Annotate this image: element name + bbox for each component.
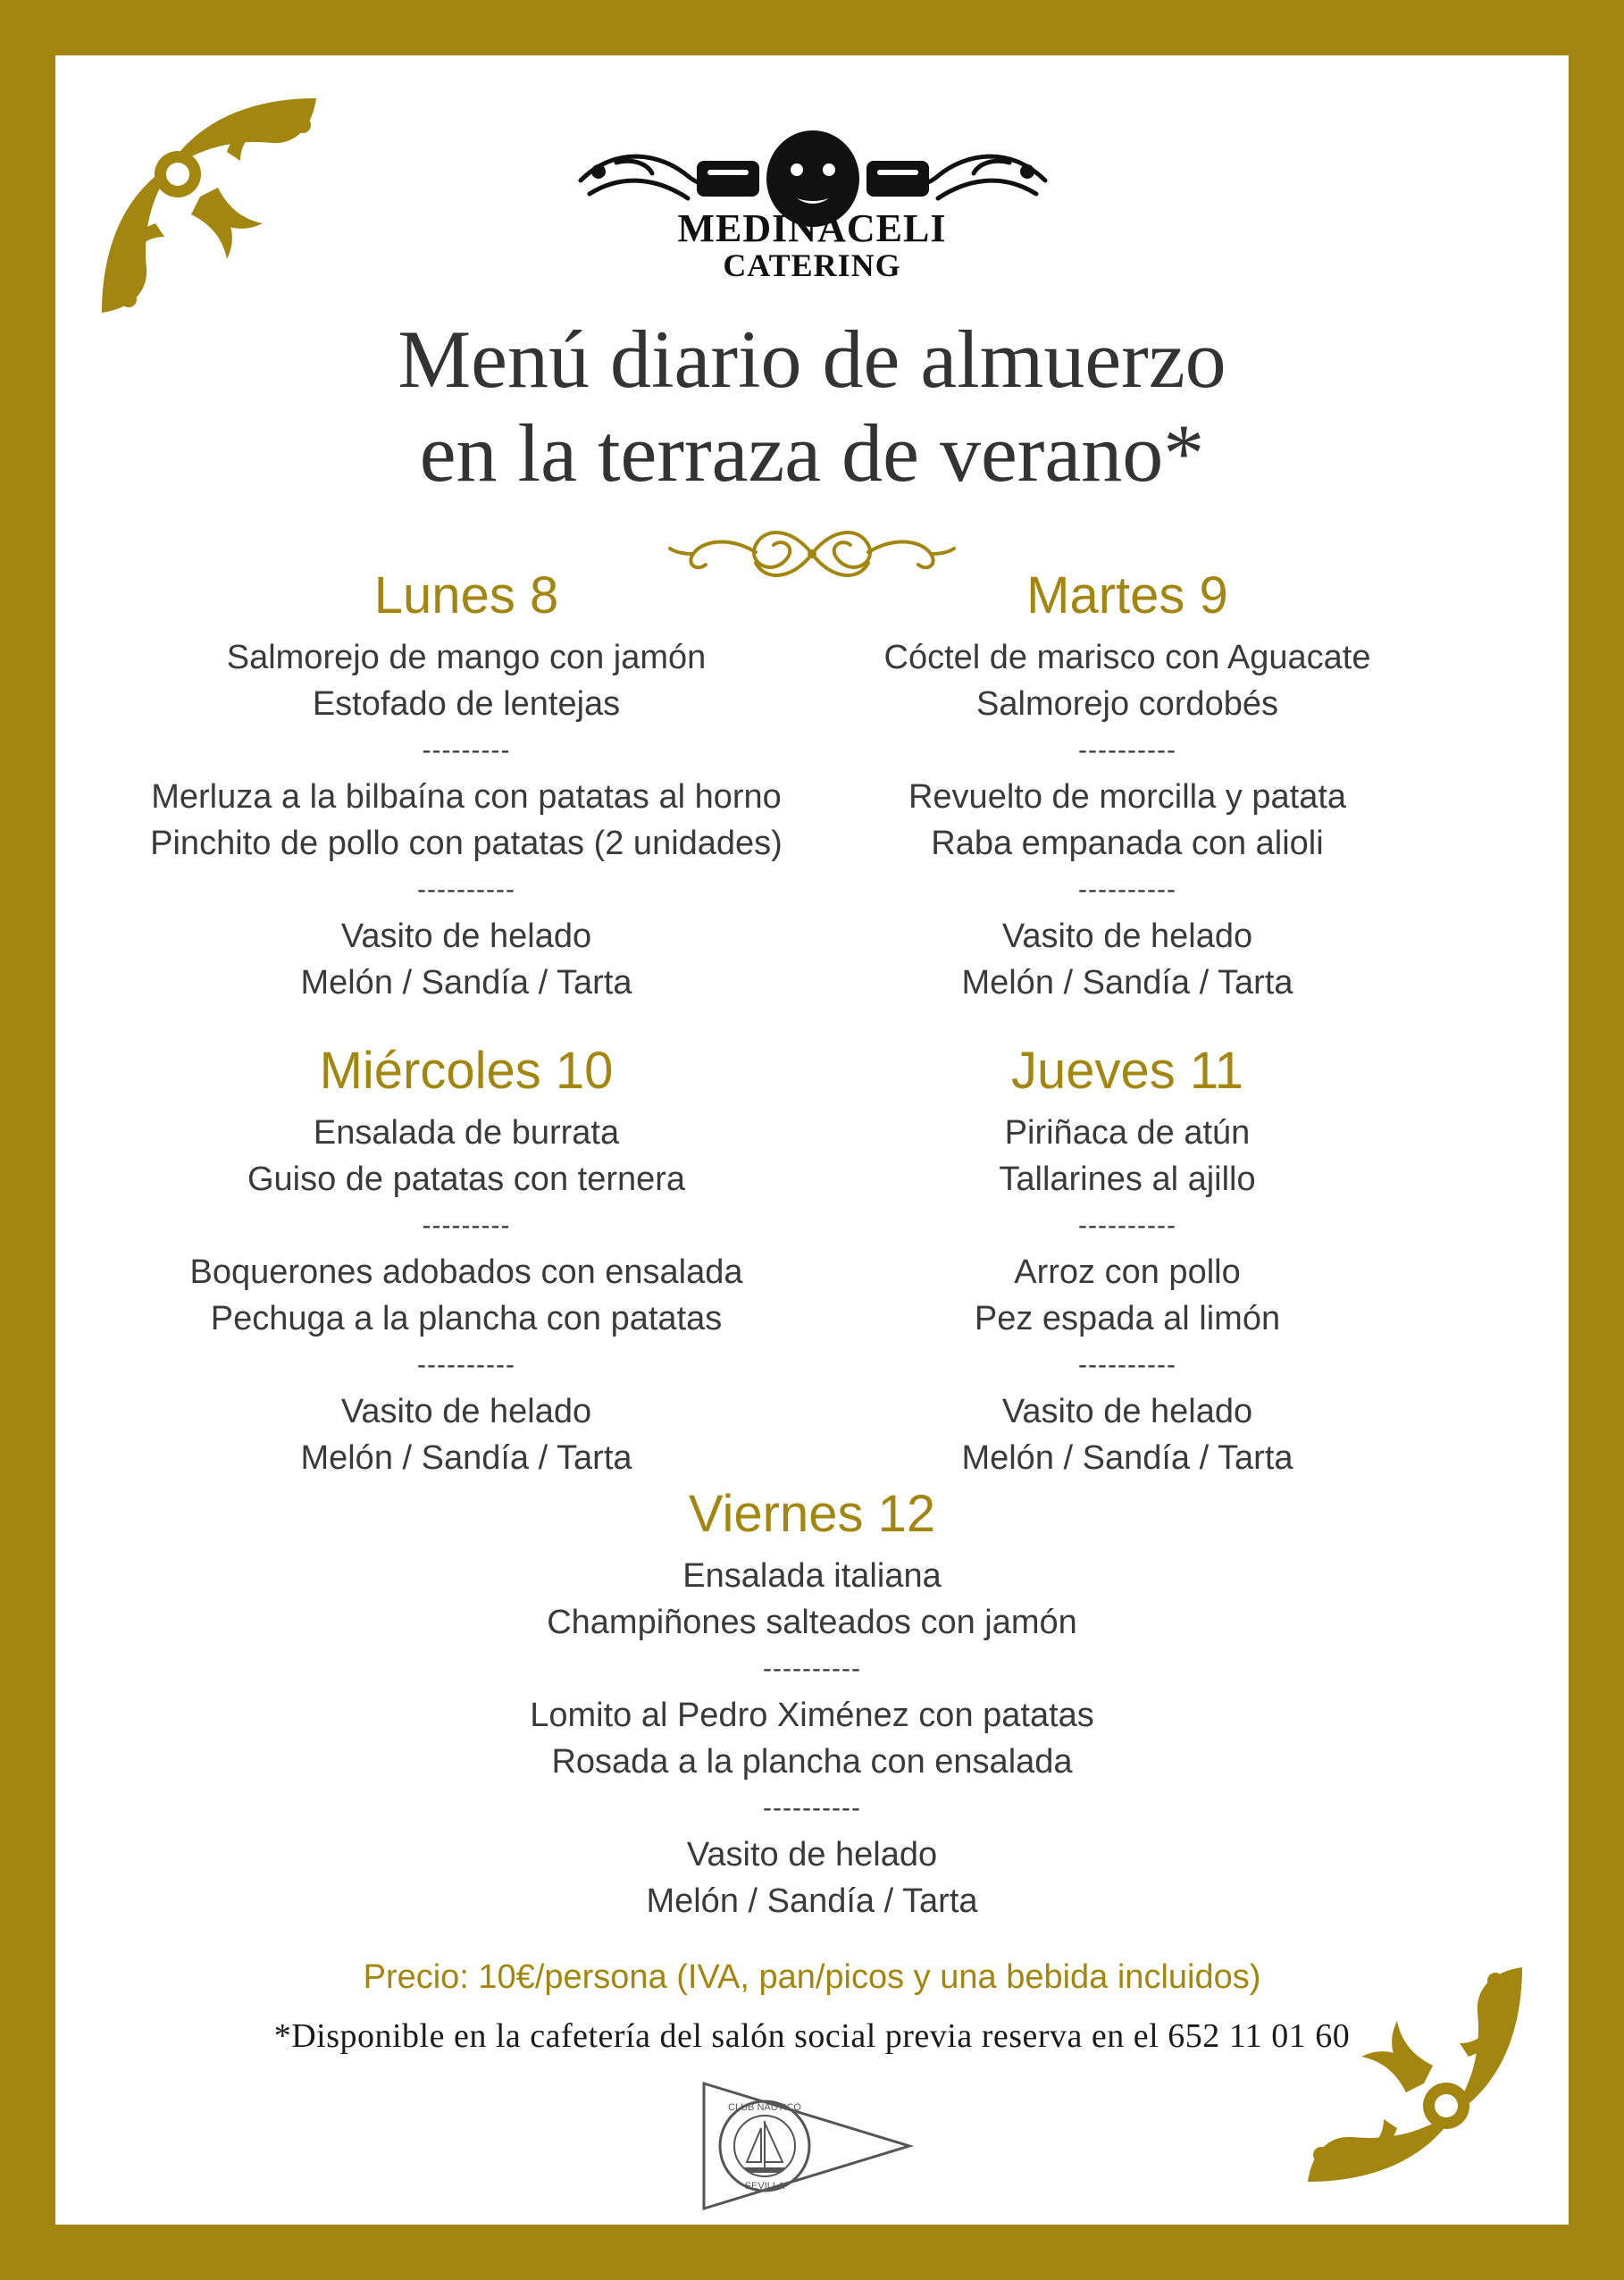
day-menu-miercoles [109, 1038, 824, 1481]
dessert-item: Melón / Sandía / Tarta [300, 964, 632, 1002]
dessert-item: Vasito de helado [1001, 1393, 1253, 1430]
day-title: Lunes 8 [373, 566, 559, 624]
dessert-item: Vasito de helado [686, 1836, 938, 1873]
club-nautico-logo-icon [695, 2076, 918, 2210]
day-menu-lunes [109, 563, 824, 1006]
course-separator: ---------- [1078, 875, 1176, 904]
menu-sheet [55, 55, 1569, 2225]
dessert-item: Vasito de helado [340, 1393, 592, 1430]
starter-dish: Champiñones salteados con jamón [547, 1604, 1077, 1641]
starter-dish: Piriñaca de atún [1004, 1114, 1251, 1152]
course-separator: ---------- [417, 875, 515, 904]
course-separator: --------- [422, 1211, 511, 1240]
dessert-item: Melón / Sandía / Tarta [300, 1439, 632, 1477]
day-title: Viernes 12 [688, 1485, 936, 1543]
brand-name: MEDINACELI [677, 206, 947, 250]
menu-title-line1: Menú diario de almuerzo [398, 314, 1226, 405]
starter-dish: Ensalada de burrata [313, 1114, 620, 1152]
day-title: Jueves 11 [1010, 1042, 1244, 1100]
course-separator: ---------- [763, 1654, 861, 1683]
starter-dish: Guiso de patatas con ternera [247, 1161, 686, 1198]
starter-dish: Estofado de lentejas [312, 685, 621, 723]
day-menu-jueves [770, 1038, 1485, 1481]
dessert-item: Vasito de helado [1001, 918, 1253, 955]
club-city-text: SEVILLA [744, 2181, 785, 2192]
course-separator: ---------- [1078, 1350, 1176, 1379]
dessert-item: Melón / Sandía / Tarta [961, 964, 1293, 1002]
dessert-item: Melón / Sandía / Tarta [646, 1882, 978, 1920]
menu-title-line2: en la terraza de verano* [419, 407, 1205, 499]
dessert-item: Vasito de helado [340, 918, 592, 955]
main-dish: Pinchito de pollo con patatas (2 unidades) [150, 825, 783, 862]
main-dish: Pechuga a la plancha con patatas [210, 1300, 723, 1337]
dessert-item: Melón / Sandía / Tarta [961, 1439, 1293, 1477]
main-dish: Pez espada al limón [974, 1300, 1281, 1337]
main-dish: Lomito al Pedro Ximénez con patatas [530, 1697, 1094, 1734]
starter-dish: Salmorejo de mango con jamón [226, 639, 707, 676]
main-dish: Revuelto de morcilla y patata [908, 778, 1347, 816]
main-dish: Boquerones adobados con ensalada [189, 1253, 743, 1291]
main-dish: Raba empanada con alioli [931, 825, 1324, 862]
brand-subtitle: CATERING [723, 247, 901, 283]
main-dish: Arroz con pollo [1014, 1253, 1241, 1291]
main-dish: Merluza a la bilbaína con patatas al horno [151, 778, 782, 816]
starter-dish: Salmorejo cordobés [976, 685, 1278, 723]
availability-note: *Disponible en la cafetería del salón social previa reserva en el 652 11 01 60 [273, 2017, 1351, 2055]
club-name-text: CLUB NAUTICO [728, 2102, 801, 2113]
starter-dish: Ensalada italiana [682, 1557, 942, 1595]
day-title: Miércoles 10 [319, 1042, 614, 1100]
price-line: Precio: 10€/persona (IVA, pan/picos y una bebida incluidos) [363, 1958, 1261, 1996]
day-title: Martes 9 [1026, 566, 1228, 624]
starter-dish: Tallarines al ajillo [999, 1161, 1256, 1198]
course-separator: ---------- [1078, 735, 1176, 765]
course-separator: ---------- [1078, 1211, 1176, 1240]
course-separator: ---------- [417, 1350, 515, 1379]
day-menu-viernes [455, 1481, 1169, 1924]
course-separator: --------- [422, 735, 511, 765]
main-dish: Rosada a la plancha con ensalada [551, 1743, 1073, 1781]
day-menu-martes [770, 563, 1485, 1006]
starter-dish: Cóctel de marisco con Aguacate [883, 639, 1371, 676]
course-separator: ---------- [763, 1793, 861, 1823]
